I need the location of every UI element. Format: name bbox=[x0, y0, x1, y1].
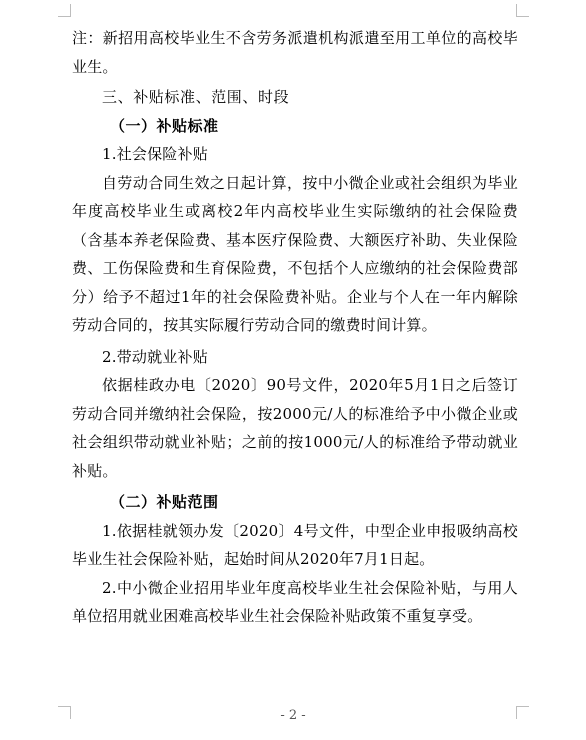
item-employment-subsidy-body: 依据桂政办电〔2020〕90号文件，2020年5月1日之后签订劳动合同并缴纳社会保险，按2000元/人的标准给予中小微企业或社会组织带动就业补贴；之前的按1000元/人的标准给予带动就业补贴。 bbox=[72, 376, 518, 480]
section-heading-3: 三、补贴标准、范围、时段 bbox=[102, 88, 290, 106]
document-body bbox=[72, 24, 518, 631]
subheading-standard: （一）补贴标准 bbox=[110, 116, 219, 135]
note-paragraph: 注：新招用高校毕业生不含劳务派遣机构派遣至用工单位的高校毕业生。 bbox=[72, 29, 518, 76]
scope-item-2: 2.中小微企业招用毕业年度高校毕业生社会保险补贴，与用人单位招用就业困难高校毕业生社会保险补贴政策不重复享受。 bbox=[72, 578, 518, 625]
item-social-insurance-title: 1.社会保险补贴 bbox=[102, 145, 208, 163]
crop-mark-top-left bbox=[58, 4, 71, 17]
crop-mark-top-right bbox=[516, 4, 529, 17]
scope-item-1: 1.依据桂就领办发〔2020〕4号文件，中型企业申报吸纳高校毕业生社会保险补贴，起始时间从2020年7月1日起。 bbox=[72, 521, 518, 568]
item-employment-subsidy-title: 2.带动就业补贴 bbox=[102, 347, 208, 366]
subheading-scope: （二）补贴范围 bbox=[110, 493, 219, 511]
item-social-insurance-body: 自劳动合同生效之日起计算，按中小微企业或社会组织为毕业年度高校毕业生或离校2年内高校毕业生实际缴纳的社会保险费（含基本养老保险费、基本医疗保险费、大额医疗补助、失业保险费、工伤保险费和生育保险费，不包括个人应缴纳的社会保险费部分）给予不超过1年的社会保险费补贴。企业与个人在一年内解除劳动合同的，按其实际履行劳动合同的缴费时间计算。 bbox=[72, 173, 518, 334]
page-number: - 2 - bbox=[280, 708, 306, 723]
